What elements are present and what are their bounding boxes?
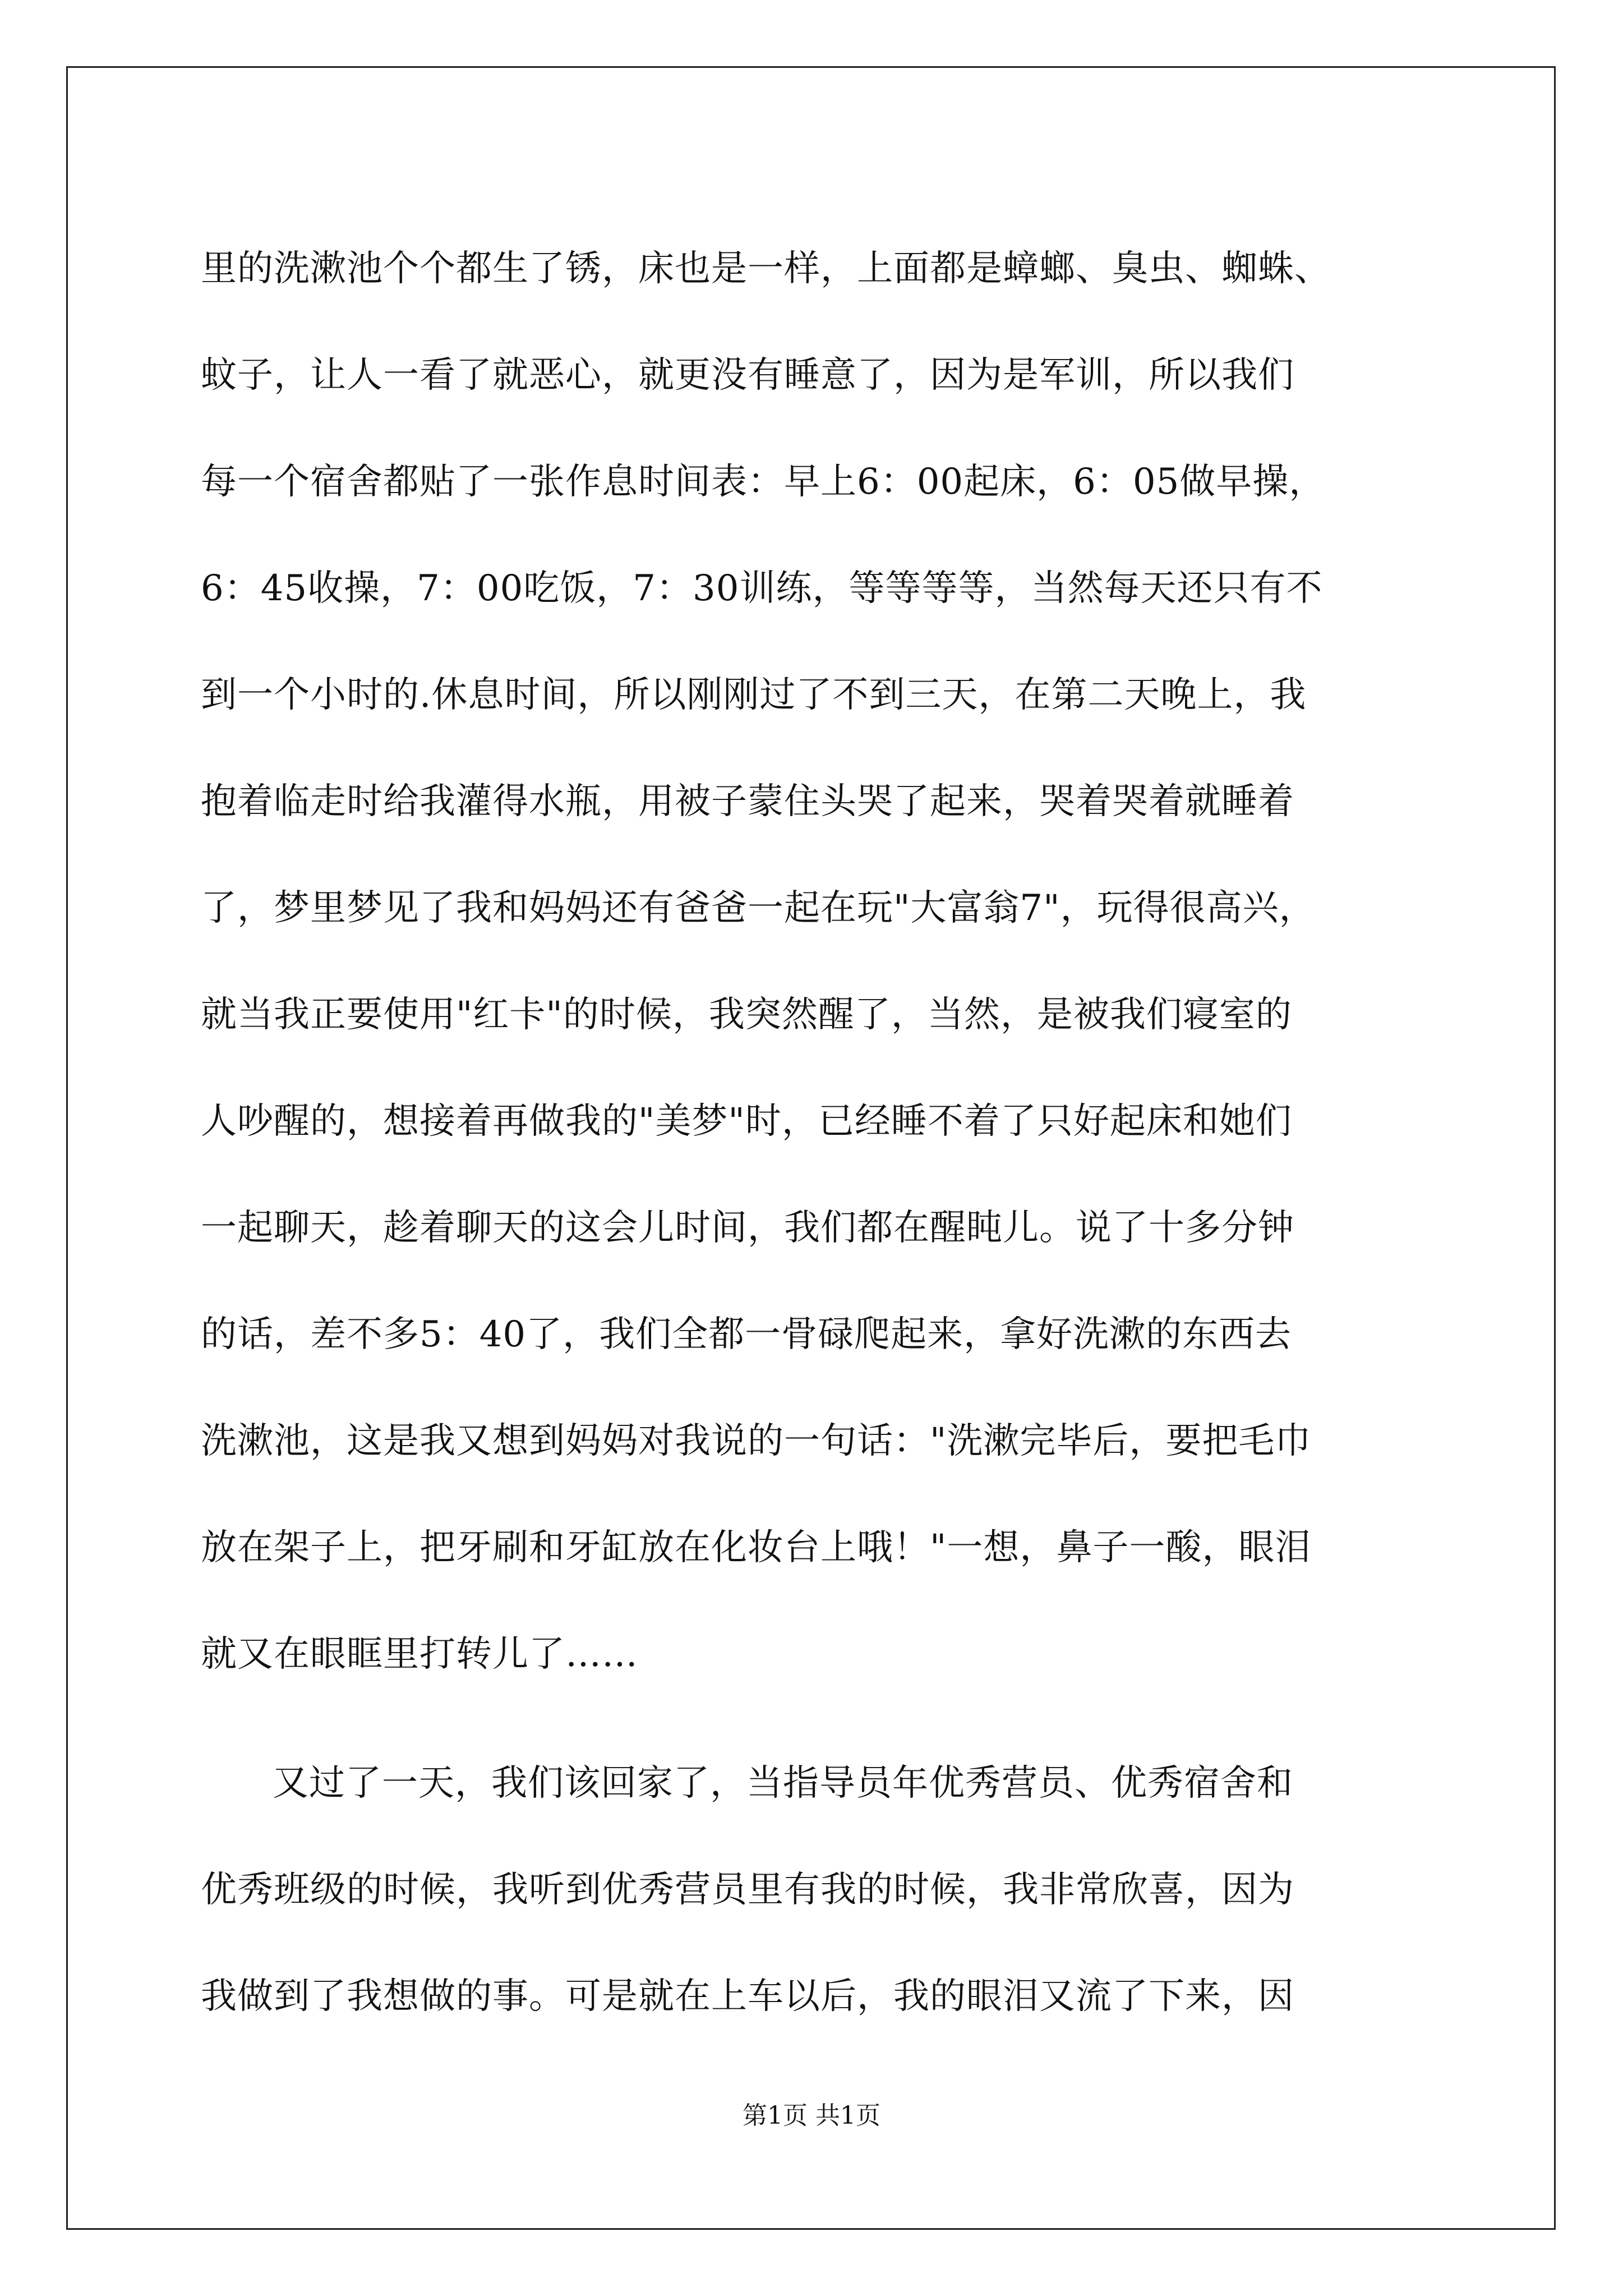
text-line: 就当我正要使用"红卡"的时候，我突然醒了，当然，是被我们寝室的 (201, 994, 1292, 1036)
text-line: 就又在眼眶里打转儿了…… (201, 1634, 638, 1675)
paragraph-2 (201, 1730, 1435, 2050)
text-line: 放在架子上，把牙刷和牙缸放在化妆台上哦！"一想，鼻子一酸，眼泪 (201, 1527, 1312, 1568)
paragraph-1 (201, 215, 1435, 1708)
paragraph-gap (201, 1708, 1435, 1730)
text-line: 每一个宿舍都贴了一张作息时间表：早上6：00起床，6：05做早操， (201, 461, 1326, 503)
text-line: 人吵醒的，想接着再做我的"美梦"时，已经睡不着了只好起床和她们 (201, 1101, 1292, 1142)
page-number-footer: 第1页 共1页 (743, 2101, 880, 2130)
text-line: 到一个小时的.休息时间，所以刚刚过了不到三天，在第二天晚上，我 (201, 674, 1307, 716)
document-body (201, 215, 1435, 2050)
text-line: 洗漱池，这是我又想到妈妈对我说的一句话："洗漱完毕后，要把毛巾 (201, 1420, 1312, 1462)
text-line: 又过了一天，我们该回家了，当指导员年优秀营员、优秀宿舍和 (273, 1763, 1293, 1804)
text-line: 了，梦里梦见了我和妈妈还有爸爸一起在玩"大富翁7"，玩得很高兴， (201, 887, 1316, 929)
text-line: 蚊子，让人一看了就恶心，就更没有睡意了，因为是军训，所以我们 (201, 355, 1294, 396)
text-line: 的话，差不多5：40了，我们全都一骨碌爬起来，拿好洗漱的东西去 (201, 1314, 1292, 1355)
text-line: 一起聊天，趁着聊天的这会儿时间，我们都在醒盹儿。说了十多分钟 (201, 1207, 1294, 1249)
text-line: 6：45收操，7：00吃饭，7：30训练，等等等等，当然每天还只有不 (201, 568, 1323, 609)
text-line: 我做到了我想做的事。可是就在上车以后，我的眼泪又流了下来，因 (201, 1976, 1294, 2017)
text-line: 抱着临走时给我灌得水瓶，用被子蒙住头哭了起来，哭着哭着就睡着 (201, 781, 1294, 822)
text-line: 里的洗漱池个个都生了锈，床也是一样，上面都是蟑螂、臭虫、蜘蛛、 (201, 248, 1331, 289)
text-line: 优秀班级的时候，我听到优秀营员里有我的时候，我非常欣喜，因为 (201, 1869, 1294, 1911)
